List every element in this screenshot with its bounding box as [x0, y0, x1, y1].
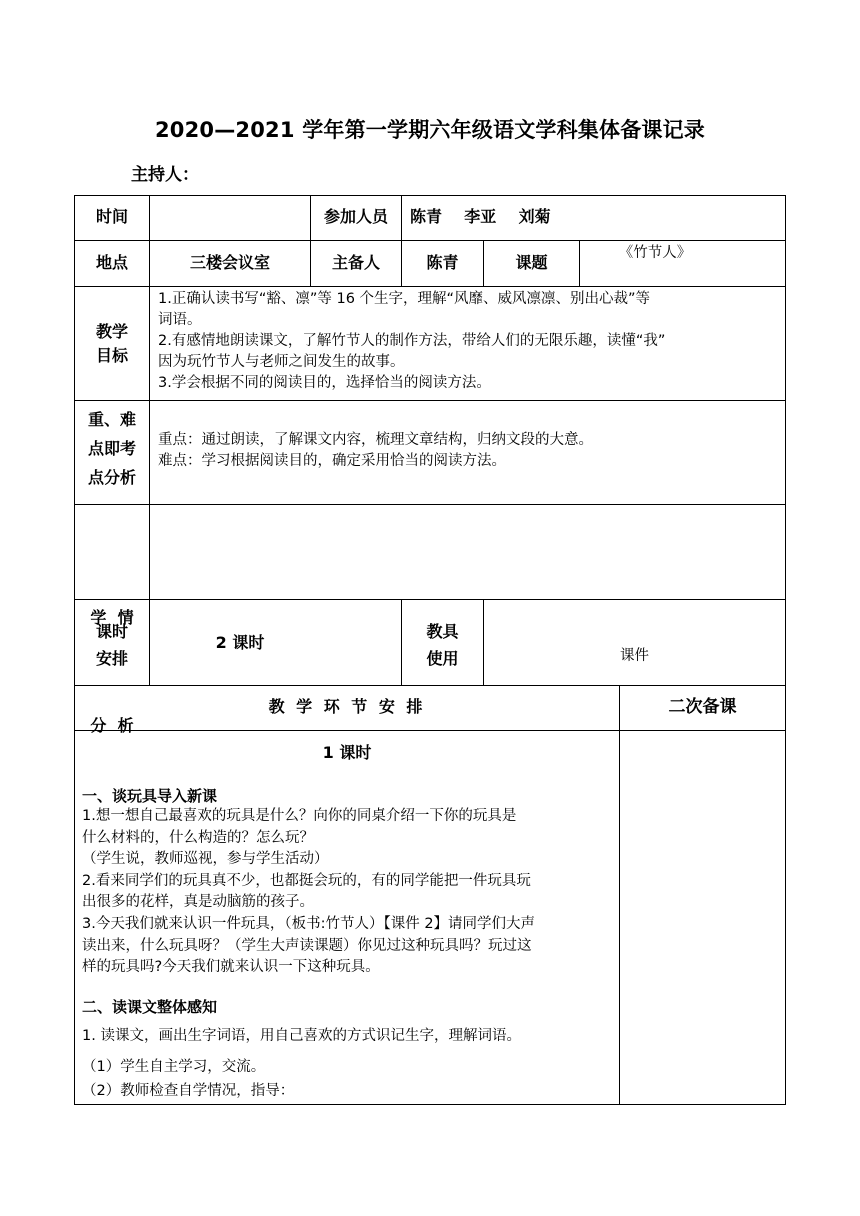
goals-text — [158, 289, 783, 394]
keypoints-text — [158, 430, 783, 472]
part1-body — [82, 806, 617, 979]
place-value: 三楼会议室 — [189, 253, 270, 272]
section-header-right: 二次备课 — [668, 697, 737, 717]
part2-line-1: 1. 读课文，画出生字词语，用自己喜欢的方式识记生字，理解词语。 — [82, 1028, 521, 1044]
topic-value: 《竹节人》 — [618, 245, 692, 261]
place-label: 地点 — [95, 253, 128, 272]
topic-label: 课题 — [515, 253, 548, 272]
goals-line: 因为玩竹节人与老师之间发生的故事。 — [158, 354, 405, 370]
lesson-line: （学生说，教师巡视，参与学生活动） — [82, 851, 329, 868]
schedule-value: 2 课时 — [215, 633, 265, 652]
lesson-line: 3.今天我们就来认识一件玩具，（板书:竹节人）【课件 2】请同学们大声 — [82, 915, 536, 932]
lead-label: 主备人 — [331, 253, 380, 272]
part2-line-2: （1）学生自主学习，交流。 — [82, 1059, 266, 1075]
lesson-line: 2.看来同学们的玩具真不少，也都挺会玩的，有的同学能把一件玩具玩 — [82, 872, 531, 889]
goals-label: 教学 目标 — [95, 322, 128, 365]
part2-line-3: （2）教师检查自学情况，指导： — [82, 1083, 295, 1099]
part1-title: 一、谈玩具导入新课 — [82, 787, 218, 805]
time-label: 时间 — [95, 207, 128, 226]
host-label: 主持人： — [131, 165, 199, 185]
lesson-line: 样的玩具吗?今天我们就来认识一下这种玩具。 — [82, 959, 380, 976]
section-header-left: 教 学 环 节 安 排 — [268, 697, 426, 716]
participants-label: 参加人员 — [323, 207, 388, 226]
lesson-period: 1 课时 — [322, 743, 372, 762]
goals-line: 1.正确认读书写“豁、凛”等 16 个生字，理解“风靡、威风凛凛、别出心裁”等 — [158, 291, 651, 307]
keypoint-line: 难点：学习根据阅读目的，确定采用恰当的阅读方法。 — [158, 453, 506, 469]
schedule-label: 课时 安排 — [95, 622, 128, 668]
page-title: 2020—2021 学年第一学期六年级语文学科集体备课记录 — [154, 118, 705, 142]
lead-value: 陈青 — [426, 253, 459, 272]
keypoint-line: 重点：通过朗读，了解课文内容，梳理文章结构，归纳文段的大意。 — [158, 432, 593, 448]
goals-line: 词语。 — [158, 312, 202, 328]
lesson-line: 读出来，什么玩具呀？（学生大声读课题）你见过这种玩具吗？玩过这 — [82, 937, 532, 954]
lesson-line: 出很多的花样，真是动脑筋的孩子。 — [82, 894, 314, 911]
learner-label: 学 情 分 析 — [90, 608, 134, 735]
lesson-line: 1.想一想自己最喜欢的玩具是什么？向你的同桌介绍一下你的玩具是 — [82, 808, 517, 824]
participants-value: 陈青 李亚 刘菊 — [410, 207, 551, 226]
goals-line: 3.学会根据不同的阅读目的，选择恰当的阅读方法。 — [158, 375, 491, 391]
part2-title: 二、读课文整体感知 — [82, 998, 218, 1016]
tools-value: 课件 — [620, 648, 649, 664]
lesson-line: 什么材料的，什么构造的？怎么玩？ — [82, 829, 314, 846]
tools-label: 教具 使用 — [426, 622, 459, 668]
goals-line: 2.有感情地朗读课文，了解竹节人的制作方法，带给人们的无限乐趣，读懂“我” — [158, 333, 666, 349]
keypoints-label: 重、难 点即考 点分析 — [87, 410, 136, 487]
